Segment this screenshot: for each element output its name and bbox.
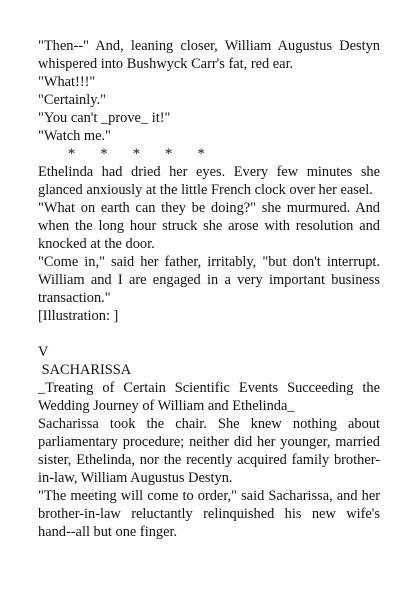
- paragraph-sacharissa-chair: Sacharissa took the chair. She knew nothing about parliamentary procedure; neither did her younger, married sister, Ethelinda, nor the recently acquired family brother-in-law, William Augustus Destyn.: [38, 416, 380, 486]
- paragraph-what-on-earth: "What on earth can they be doing?" she murmured. And when the long hour struck she arose with resolution and knocked at the door.: [38, 200, 380, 252]
- chapter-subtitle: _Treating of Certain Scientific Events Succeeding the Wedding Journey of William and Ethelinda_: [38, 380, 380, 414]
- book-page: [38, 37, 380, 541]
- blank-line: [38, 325, 380, 343]
- paragraph-meeting-order: "The meeting will come to order," said Sacharissa, and her brother-in-law reluctantly relinquished his new wife's hand--all but one finger.: [38, 488, 380, 540]
- paragraph-come-in: "Come in," said her father, irritably, "but don't interrupt. William and I are engaged in a very important business transaction.": [38, 254, 380, 306]
- paragraph-ethelinda-eyes: Ethelinda had dried her eyes. Every few minutes she glanced anxiously at the little French clock over her easel.: [38, 164, 380, 198]
- chapter-title: SACHARISSA: [38, 362, 132, 378]
- chapter-number: V: [38, 344, 49, 360]
- paragraph-exclamation: "What!!!": [38, 74, 96, 90]
- paragraph-whisper: "Then--" And, leaning closer, William Augustus Destyn whispered into Bushwyck Carr's fat, red ear.: [38, 38, 380, 72]
- illustration-placeholder: [Illustration: ]: [38, 308, 119, 324]
- section-break-stars: * * * * *: [68, 146, 205, 162]
- paragraph-watch-me: "Watch me.": [38, 128, 111, 144]
- paragraph-cant-prove: "You can't _prove_ it!": [38, 110, 171, 126]
- paragraph-certainly: "Certainly.": [38, 92, 106, 108]
